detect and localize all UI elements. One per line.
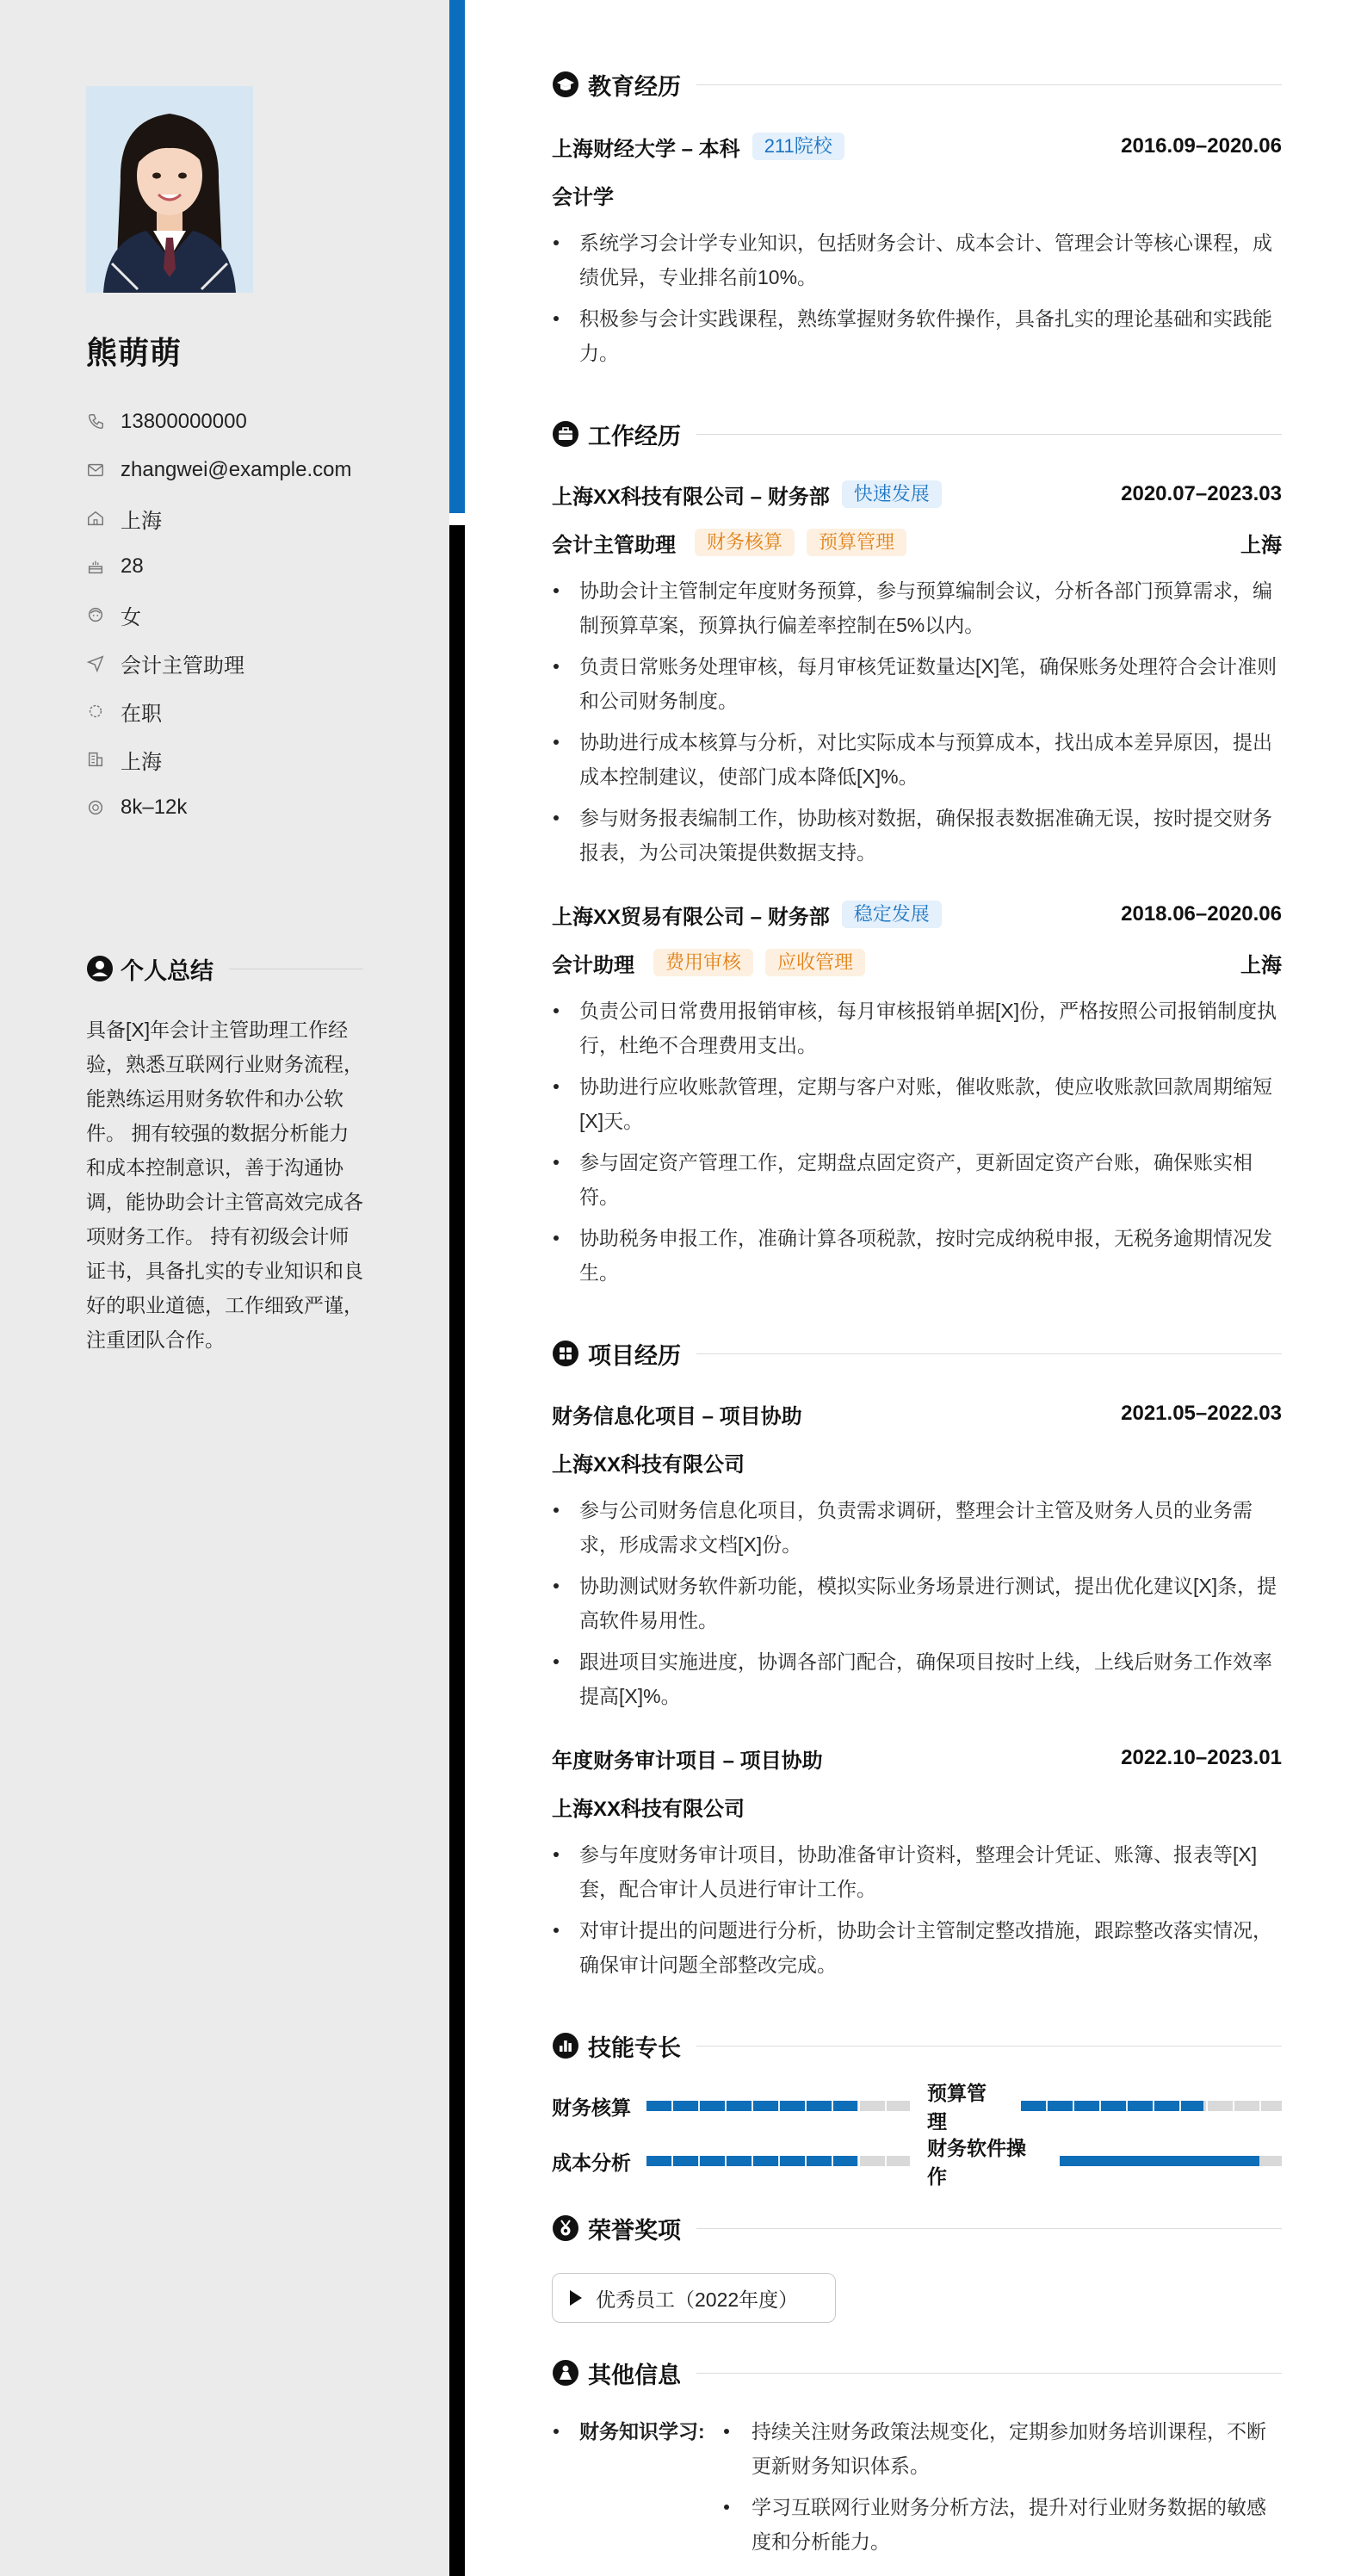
other-header bbox=[552, 2354, 1282, 2392]
status-icon bbox=[86, 702, 105, 721]
projects-divider bbox=[696, 1353, 1282, 1354]
project-2-bullets bbox=[552, 1837, 1282, 1989]
list-item: 参与年度财务审计项目，协助准备审计资料，整理会计凭证、账簿、报表等[X]套，配合审计人员进行审计工作。 bbox=[552, 1837, 1282, 1906]
project-1-date: 2021.05–2022.03 bbox=[1121, 1402, 1282, 1425]
list-item: 学习互联网行业财务分析方法，提升对行业财务数据的敏感度和分析能力。 bbox=[722, 2490, 1282, 2559]
phone-icon bbox=[86, 412, 105, 431]
job-1-skill-tag: 预算管理 bbox=[807, 529, 906, 556]
project-2-row bbox=[552, 1743, 1282, 1774]
job-1-bullets bbox=[552, 573, 1282, 876]
skills-header bbox=[552, 2027, 1282, 2065]
cake-icon bbox=[86, 557, 105, 576]
major: 会计学 bbox=[552, 185, 614, 209]
skill-label: 成本分析 bbox=[552, 2151, 631, 2174]
skill-item bbox=[927, 2137, 1282, 2188]
graduation-cap-icon bbox=[552, 71, 579, 98]
email-text: zhangwei@example.com bbox=[121, 458, 352, 481]
city-text: 上海 bbox=[121, 750, 162, 774]
skill-item bbox=[552, 2146, 910, 2177]
job-1-row bbox=[552, 479, 1282, 510]
school-tag: 211院校 bbox=[752, 133, 844, 160]
send-icon bbox=[86, 653, 105, 672]
gender-icon bbox=[86, 605, 105, 624]
job-1-city: 上海 bbox=[1240, 533, 1282, 557]
skill-label: 财务软件操作 bbox=[927, 2137, 1026, 2188]
list-item: 协助进行应收账款管理，定期与客户对账，催收账款，使应收账款回款周期缩短[X]天。 bbox=[552, 1069, 1282, 1138]
skill-bar bbox=[1060, 2156, 1282, 2166]
play-icon bbox=[570, 2290, 582, 2306]
summary-header bbox=[86, 951, 363, 986]
info-home bbox=[86, 494, 352, 542]
info-phone bbox=[86, 398, 352, 446]
list-item: 系统学习会计学专业知识，包括财务会计、成本会计、管理会计等核心课程，成绩优异，专业排名前10%。 bbox=[552, 226, 1282, 294]
info-email bbox=[86, 446, 352, 494]
age-text: 28 bbox=[121, 554, 144, 578]
job-2-role-row bbox=[552, 947, 1282, 978]
award-badge bbox=[552, 2273, 836, 2323]
info-city bbox=[86, 735, 352, 783]
project-1-name: 财务信息化项目 – 项目协助 bbox=[552, 1404, 802, 1428]
project-2-company: 上海XX科技有限公司 bbox=[552, 1797, 745, 1821]
info-age bbox=[86, 542, 352, 591]
profile-photo bbox=[86, 86, 253, 293]
skill-bar bbox=[646, 2101, 910, 2111]
project-1-company: 上海XX科技有限公司 bbox=[552, 1452, 745, 1477]
list-item: 协助测试财务软件新功能，模拟实际业务场景进行测试，提出优化建议[X]条，提高软件易用性。 bbox=[552, 1569, 1282, 1638]
salary-text: 8k–12k bbox=[121, 796, 188, 819]
phone-text: 13800000000 bbox=[121, 410, 247, 433]
skill-label: 预算管理 bbox=[927, 2082, 987, 2133]
project-2-date: 2022.10–2023.01 bbox=[1121, 1746, 1282, 1769]
job-2-date: 2018.06–2020.06 bbox=[1121, 902, 1282, 926]
list-item: 协助会计主管制定年度财务预算，参与预算编制会议，分析各部门预算需求，编制预算草案，预算执行偏差率控制在5%以内。 bbox=[552, 573, 1282, 642]
skills-title: 技能专长 bbox=[588, 2034, 681, 2061]
medal-icon bbox=[552, 2214, 579, 2242]
list-item: 积极参与会计实践课程，熟练掌握财务软件操作，具备扎实的理论基础和实践能力。 bbox=[552, 301, 1282, 370]
honors-header bbox=[552, 2209, 1282, 2247]
mail-icon bbox=[86, 461, 105, 480]
job-2-row bbox=[552, 899, 1282, 930]
job-2-role: 会计助理 bbox=[552, 953, 634, 977]
list-item: 参与固定资产管理工作，定期盘点固定资产，更新固定资产台账，确保账实相符。 bbox=[552, 1145, 1282, 1214]
list-item: 对审计提出的问题进行分析，协助会计主管制定整改措施，跟踪整改落实情况，确保审计问题全部整改完成。 bbox=[552, 1913, 1282, 1982]
other-bullets bbox=[722, 2414, 1282, 2566]
skill-segments bbox=[646, 2101, 910, 2111]
home-text: 上海 bbox=[121, 509, 162, 533]
summary-text: 具备[X]年会计主管助理工作经验，熟悉互联网行业财务流程，能熟练运用财务软件和办公软件。 拥有较强的数据分析能力和成本控制意识，善于沟通协调，能协助会计主管高效完成各项财务工作。 持有初级会计师证书，具备扎实的专业知识和良好的职业道德，工作细致严谨，注重团队合作。 bbox=[86, 1019, 363, 1351]
major-row bbox=[552, 179, 1282, 210]
projects-title: 项目经历 bbox=[588, 1342, 681, 1369]
job-1-date: 2020.07–2023.03 bbox=[1121, 482, 1282, 505]
school-name: 上海财经大学 – 本科 bbox=[552, 137, 740, 161]
user-icon bbox=[86, 955, 114, 982]
education-divider bbox=[696, 84, 1282, 85]
list-item: 持续关注财务政策法规变化，定期参加财务培训课程，不断更新财务知识体系。 bbox=[722, 2414, 1282, 2483]
job-1-skill-tag: 财务核算 bbox=[695, 529, 795, 556]
info-status bbox=[86, 687, 352, 735]
job-2-skill-tag: 费用审核 bbox=[653, 949, 753, 976]
other-title: 其他信息 bbox=[588, 2362, 681, 2388]
education-bullets bbox=[552, 226, 1282, 377]
award-text: 优秀员工（2022年度） bbox=[596, 2288, 799, 2311]
project-2-company-row bbox=[552, 1791, 1282, 1822]
home-icon bbox=[86, 509, 105, 528]
list-item: 负责公司日常费用报销审核，每月审核报销单据[X]份，严格按照公司报销制度执行，杜绝不合理费用支出。 bbox=[552, 994, 1282, 1062]
contact-info-list bbox=[86, 398, 352, 832]
project-1-company-row bbox=[552, 1446, 1282, 1477]
skill-item bbox=[552, 2090, 910, 2121]
skill-item bbox=[927, 2082, 1282, 2133]
status-text: 在职 bbox=[121, 702, 162, 726]
info-salary bbox=[86, 783, 352, 832]
info-gender bbox=[86, 591, 352, 639]
education-header bbox=[552, 65, 1282, 103]
other-divider bbox=[696, 2373, 1282, 2374]
person-info-icon bbox=[552, 2359, 579, 2387]
summary-title: 个人总结 bbox=[121, 957, 213, 984]
project-1-bullets bbox=[552, 1493, 1282, 1720]
accent-bar bbox=[449, 0, 465, 513]
skill-segments bbox=[1021, 2101, 1282, 2111]
divider-bar bbox=[449, 525, 465, 2576]
job-1-role-row bbox=[552, 527, 1282, 558]
honors-title: 荣誉奖项 bbox=[588, 2217, 681, 2244]
work-divider bbox=[696, 434, 1282, 435]
job-2-company: 上海XX贸易有限公司 – 财务部 bbox=[552, 905, 830, 929]
info-position bbox=[86, 639, 352, 687]
job-2-bullets bbox=[552, 994, 1282, 1297]
position-text: 会计主管助理 bbox=[121, 653, 244, 678]
list-item: 协助进行成本核算与分析，对比实际成本与预算成本，找出成本差异原因，提出成本控制建议，使部门成本降低[X]%。 bbox=[552, 725, 1282, 794]
list-item: 负责日常账务处理审核，每月审核凭证数量达[X]笔，确保账务处理符合会计准则和公司财务制度。 bbox=[552, 649, 1282, 718]
bar-chart-icon bbox=[552, 2032, 579, 2059]
projects-header bbox=[552, 1334, 1282, 1372]
skills-divider bbox=[696, 2046, 1282, 2047]
salary-icon bbox=[86, 798, 105, 817]
project-2-name: 年度财务审计项目 – 项目协助 bbox=[552, 1749, 823, 1773]
job-1-role: 会计主管助理 bbox=[552, 533, 676, 557]
list-item: 协助税务申报工作，准确计算各项税款，按时完成纳税申报，无税务逾期情况发生。 bbox=[552, 1221, 1282, 1290]
education-date: 2016.09–2020.06 bbox=[1121, 134, 1282, 158]
profile-name: 熊萌萌 bbox=[86, 335, 182, 370]
job-2-tag: 稳定发展 bbox=[842, 901, 942, 928]
education-row bbox=[552, 131, 1282, 162]
work-title: 工作经历 bbox=[588, 423, 681, 449]
skill-bar bbox=[646, 2156, 910, 2166]
job-2-city: 上海 bbox=[1240, 953, 1282, 977]
skill-bar bbox=[1021, 2101, 1282, 2111]
education-title: 教育经历 bbox=[588, 73, 681, 100]
list-item: 参与财务报表编制工作，协助核对数据，确保报表数据准确无误，按时提交财务报表，为公司决策提供数据支持。 bbox=[552, 801, 1282, 870]
grid-icon bbox=[552, 1340, 579, 1367]
project-1-row bbox=[552, 1398, 1282, 1429]
job-1-tag: 快速发展 bbox=[842, 480, 942, 508]
list-item: 跟进项目实施进度，协调各部门配合，确保项目按时上线，上线后财务工作效率提高[X]%。 bbox=[552, 1644, 1282, 1713]
other-label: 财务知识学习: bbox=[552, 2414, 705, 2449]
skill-segments bbox=[646, 2156, 910, 2166]
skill-fill bbox=[1060, 2156, 1259, 2166]
list-item: 参与公司财务信息化项目，负责需求调研，整理会计主管及财务人员的业务需求，形成需求文档[X]份。 bbox=[552, 1493, 1282, 1562]
work-header bbox=[552, 415, 1282, 453]
briefcase-icon bbox=[552, 420, 579, 448]
honors-divider bbox=[696, 2228, 1282, 2229]
sidebar bbox=[0, 0, 449, 2576]
gender-text: 女 bbox=[121, 605, 141, 629]
job-2-skill-tag: 应收管理 bbox=[765, 949, 865, 976]
skill-label: 财务核算 bbox=[552, 2096, 631, 2119]
job-1-company: 上海XX科技有限公司 – 财务部 bbox=[552, 485, 830, 509]
building-icon bbox=[86, 750, 105, 769]
